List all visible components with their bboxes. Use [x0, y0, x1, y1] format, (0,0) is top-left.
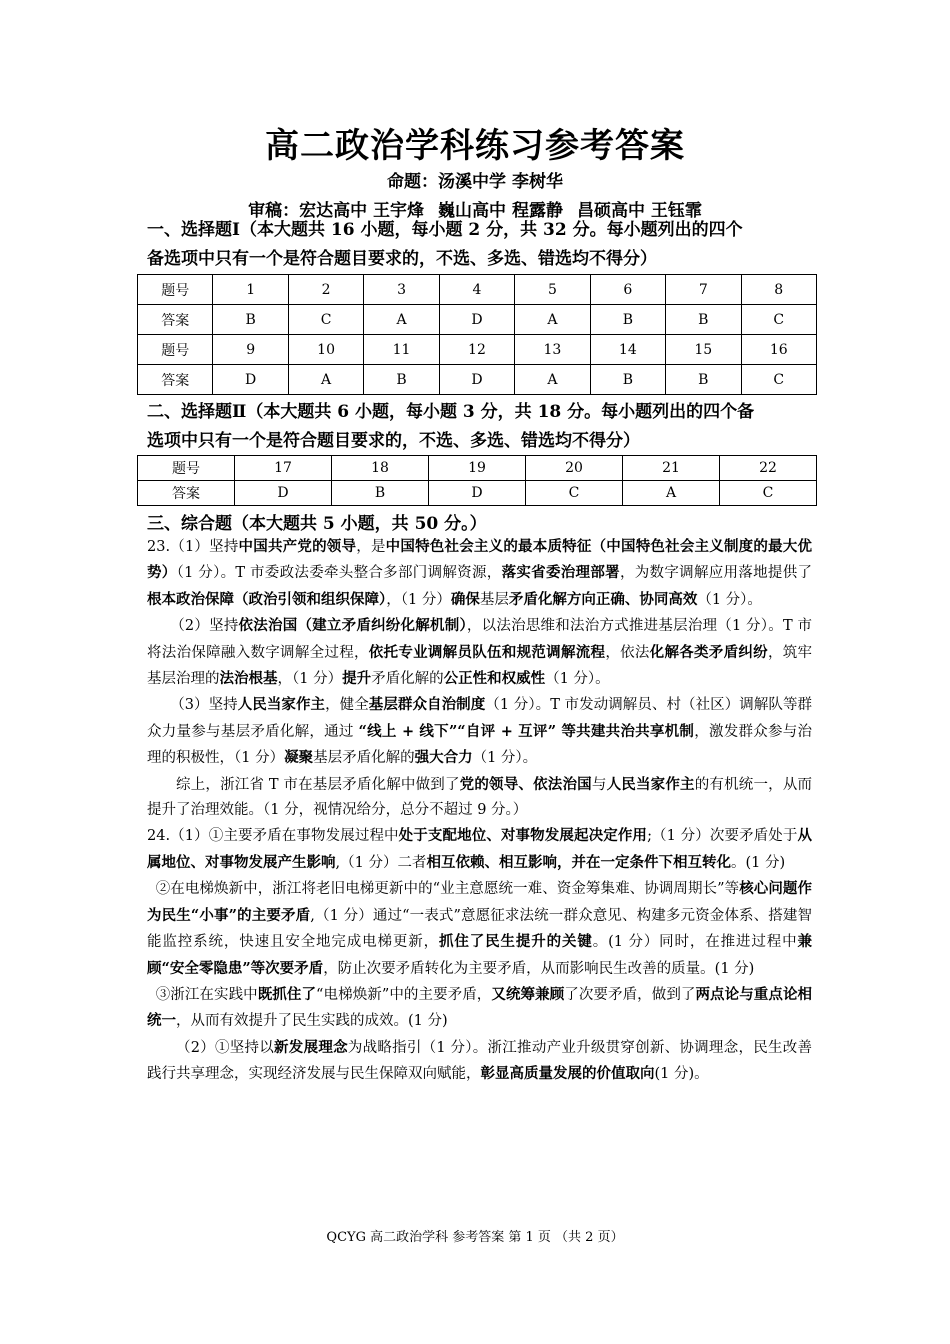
answer-cell: B: [666, 305, 741, 335]
answer-paragraph: 综上，浙江省 T 市在基层矛盾化解中做到了党的领导、依法治国与人民当家作主的有机统一，从而提升了治理效能。（1 分，视情况给分，总分不超过 9 分。）: [147, 775, 813, 819]
page-footer: QCYG 高二政治学科 参考答案 第 1 页 （共 2 页）: [326, 1230, 624, 1245]
section1-title-line1: 一、选择题Ⅰ（本大题共 16 小题，每小题 2 分，共 32 分。每小题列出的四个: [147, 220, 743, 240]
answer-cell: 22: [720, 456, 817, 481]
answer-cell: 3: [364, 275, 439, 305]
table-row: [138, 481, 817, 506]
answer-paragraph: 23.（1）坚持中国共产党的领导，是中国特色社会主义的最本质特征（中国特色社会主义制度的最大优势）（1 分）。T 市委政法委牵头整合多部门调解资源，落实省委治理部署，为数字调解应用落地提供了根本政治保障（政治引领和组织保障），（1 分）确保基层矛盾化解方向正确、协同高效（1 分）。: [147, 538, 813, 608]
answer-cell: 2: [288, 275, 363, 305]
answer-cell: 13: [515, 335, 590, 365]
table-row: [138, 365, 817, 395]
section1-title: [147, 216, 827, 274]
answer-table-2: [137, 455, 817, 506]
answer-cell: 16: [741, 335, 817, 365]
answer-cell: C: [741, 305, 817, 335]
reviewer-3: 昌硕高中 王钰霏: [576, 201, 702, 221]
section1-title-line2: 备选项中只有一个是符合题目要求的，不选、多选、错选均不得分）: [147, 249, 657, 269]
row-header-cell: 答案: [138, 305, 213, 335]
table-row: [138, 305, 817, 335]
row-header-cell: 题号: [138, 456, 235, 481]
answer-cell: 19: [429, 456, 526, 481]
answer-cell: D: [439, 305, 514, 335]
answer-cell: D: [213, 365, 288, 395]
page-title: 高二政治学科练习参考答案: [265, 126, 685, 166]
table-row: [138, 275, 817, 305]
answer-cell: B: [332, 481, 429, 506]
answer-cell: A: [364, 305, 439, 335]
answer-table-1: [137, 274, 817, 395]
answer-paragraph: （2）①坚持以新发展理念为战略指引（1 分）。浙江推动产业升级贯穿创新、协调理念，民生改善践行共享理念，实现经济发展与民生保障双向赋能，彰显高质量发展的价值取向(1 分)。: [147, 1038, 812, 1083]
table-row: [138, 335, 817, 365]
answer-cell: 18: [332, 456, 429, 481]
row-header-cell: 答案: [138, 481, 235, 506]
answer-cell: D: [429, 481, 526, 506]
answer-cell: 7: [666, 275, 741, 305]
answer-cell: B: [590, 305, 665, 335]
answer-cell: A: [515, 305, 590, 335]
answer-cell: A: [288, 365, 363, 395]
answer-paragraph: ③浙江在实践中既抓住了“电梯焕新”中的主要矛盾，又统筹兼顾了次要矛盾，做到了两点论与重点论相统一，从而有效提升了民生实践的成效。(1 分): [147, 985, 813, 1030]
answer-cell: 4: [439, 275, 514, 305]
row-header-cell: 答案: [138, 365, 213, 395]
answer-cell: A: [515, 365, 590, 395]
answer-cell: D: [439, 365, 514, 395]
reviewer-2: 巍山高中 程露静: [438, 201, 563, 221]
answer-cell: 21: [623, 456, 720, 481]
answer-cell: A: [623, 481, 720, 506]
answer-cell: C: [288, 305, 363, 335]
section2-title-line2: 选项中只有一个是符合题目要求的，不选、多选、错选均不得分）: [147, 431, 640, 451]
section2-title-line1: 二、选择题Ⅱ（本大题共 6 小题，每小题 3 分，共 18 分。每小题列出的四个备: [147, 402, 755, 422]
answer-cell: 20: [526, 456, 623, 481]
table-row: [138, 456, 817, 481]
answer-cell: C: [741, 365, 817, 395]
answer-cell: C: [526, 481, 623, 506]
answer-paragraph: （3）坚持人民当家作主，健全基层群众自治制度（1 分）。T 市发动调解员、村（社区）调解队等群众力量参与基层矛盾化解，通过 “线上 + 线下”“自评 + 互评” 等共建共治共享机制，激发群众参与治理的积极性，（1 分）凝聚基层矛盾化解的强大合力（1 分）。: [147, 696, 813, 767]
answer-cell: B: [590, 365, 665, 395]
answer-cell: 17: [235, 456, 332, 481]
reviewer-1: 审稿：宏达高中 王宇烽: [248, 201, 425, 221]
answer-cell: B: [666, 365, 741, 395]
row-header-cell: 题号: [138, 275, 213, 305]
answer-paragraph: （2）坚持依法治国（建立矛盾纠纷化解机制），以法治思维和法治方式推进基层治理（1 分）。T 市将法治保障融入数字调解全过程，依托专业调解员队伍和规范调解流程，依法化解各类矛盾纠纷，筑牢基层治理的法治根基，（1 分）提升矛盾化解的公正性和权威性（1 分）。: [147, 617, 813, 688]
section2-title: [147, 398, 827, 456]
answer-cell: D: [235, 481, 332, 506]
answer-paragraph: 24.（1）①主要矛盾在事物发展过程中处于支配地位、对事物发展起决定作用;（1 分）次要矛盾处于从属地位、对事物发展产生影响,（1 分）二者相互依赖、相互影响，并在一定条件下相互转化。(1 分): [147, 827, 812, 871]
answer-cell: 10: [288, 335, 363, 365]
answer-cell: 15: [666, 335, 741, 365]
section3-answers: [147, 534, 812, 1088]
answer-cell: 14: [590, 335, 665, 365]
answer-cell: B: [364, 365, 439, 395]
answer-cell: 6: [590, 275, 665, 305]
answer-cell: B: [213, 305, 288, 335]
answer-cell: 8: [741, 275, 817, 305]
row-header-cell: 题号: [138, 335, 213, 365]
answer-paragraph: ②在电梯焕新中，浙江将老旧电梯更新中的“业主意愿统一难、资金筹集难、协调周期长”等核心问题作为民生“小事”的主要矛盾,（1 分）通过“一表式”意愿征求法统一群众意见、构建多元资金体系、搭建智能监控系统，快速且安全地完成电梯更新，抓住了民生提升的关键。(1 分）同时，在推进过程中兼顾“安全零隐患”等次要矛盾，防止次要矛盾转化为主要矛盾，从而影响民生改善的质量。(1 分): [147, 880, 813, 977]
answer-cell: 11: [364, 335, 439, 365]
answer-cell: C: [720, 481, 817, 506]
answer-cell: 5: [515, 275, 590, 305]
section3-title: 三、综合题（本大题共 5 小题，共 50 分。）: [147, 514, 487, 534]
answer-cell: 1: [213, 275, 288, 305]
answer-cell: 12: [439, 335, 514, 365]
author-line: 命题：汤溪中学 李树华: [387, 172, 563, 192]
answer-cell: 9: [213, 335, 288, 365]
